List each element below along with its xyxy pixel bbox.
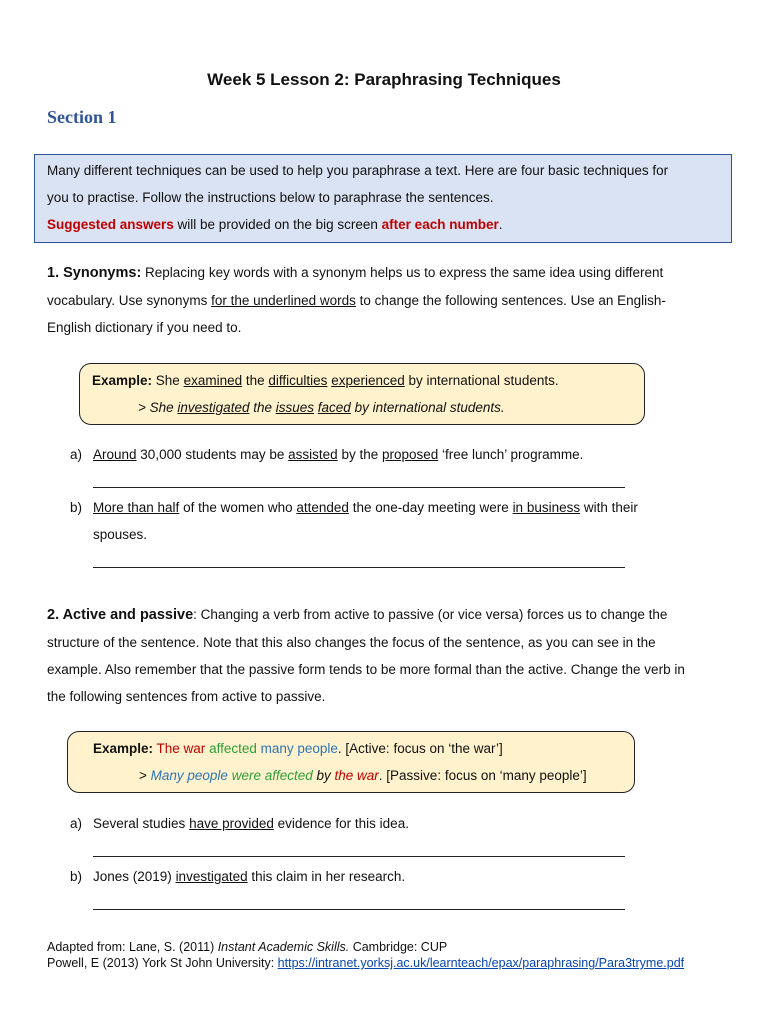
active-example: Example: The war affected many people. [Active: focus on ‘the war’] bbox=[93, 741, 503, 756]
active-passive-instructions: 2. Active and passive: Changing a verb from active to passive (or vice versa) forces us to change the structure of the sentence. Note that this also changes the focus of the sentence, as you can see in the example. Also remember that the passive form tends to be more formal than the active. Change the verb in the following sentences from active to passive. bbox=[47, 607, 685, 704]
source-link[interactable]: https://intranet.yorksj.ac.uk/learnteach/epax/paraphrasing/Para3tryme.pdf bbox=[277, 956, 685, 970]
synonyms-example-box bbox=[79, 363, 645, 425]
suggested-answers-text: Suggested answers bbox=[47, 217, 174, 232]
active-passive-example-box bbox=[67, 731, 635, 793]
synonyms-instructions: 1. Synonyms: Replacing key words with a synonym helps us to express the same idea using different vocabulary. Use synonyms for the underlined words to change the following sentences. Use an English-English dictionary if you need to. bbox=[47, 265, 666, 335]
page-title: Week 5 Lesson 2: Paraphrasing Techniques bbox=[207, 70, 561, 89]
after-each-number-text: after each number bbox=[381, 217, 499, 232]
synonyms-example-paraphrase: > She investigated the issues faced by international students. bbox=[138, 400, 505, 415]
synonyms-heading: 1. Synonyms: bbox=[47, 265, 142, 281]
footer-citation-1: Adapted from: Lane, S. (2011) Instant Academic Skills. Cambridge: CUP bbox=[47, 940, 448, 954]
answer-line-1a[interactable] bbox=[93, 487, 625, 488]
answer-line-2b[interactable] bbox=[93, 909, 625, 910]
synonyms-example-original: Example: She examined the difficulties experienced by international students. bbox=[92, 373, 559, 388]
intro-line-1: Many different techniques can be used to help you paraphrase a text. Here are four basic techniques for bbox=[47, 163, 669, 178]
passive-example: > Many people were affected by the war. [Passive: focus on ‘many people’] bbox=[139, 768, 587, 783]
intro-box bbox=[34, 154, 732, 243]
intro-line-2: you to practise. Follow the instructions below to paraphrase the sentences. bbox=[47, 190, 494, 205]
intro-line-3: Suggested answers will be provided on the big screen after each number. bbox=[47, 217, 503, 232]
section-heading: Section 1 bbox=[47, 107, 117, 127]
answer-line-2a[interactable] bbox=[93, 856, 625, 857]
footer-citation-2: Powell, E (2013) York St John University: https://intranet.yorksj.ac.uk/learnteach/epax/paraphrasing/Para3tryme.pdf bbox=[47, 956, 685, 970]
answer-line-1b[interactable] bbox=[93, 567, 625, 568]
active-passive-item-b: b) Jones (2019) investigated this claim in her research. bbox=[70, 869, 406, 884]
active-passive-item-a: a) Several studies have provided evidence for this idea. bbox=[70, 816, 409, 831]
synonyms-item-b: b) More than half of the women who attended the one-day meeting were in business with their spouses. bbox=[70, 500, 638, 542]
active-passive-heading: 2. Active and passive bbox=[47, 607, 194, 623]
synonyms-item-a: a) Around 30,000 students may be assisted by the proposed ‘free lunch’ programme. bbox=[70, 447, 584, 462]
